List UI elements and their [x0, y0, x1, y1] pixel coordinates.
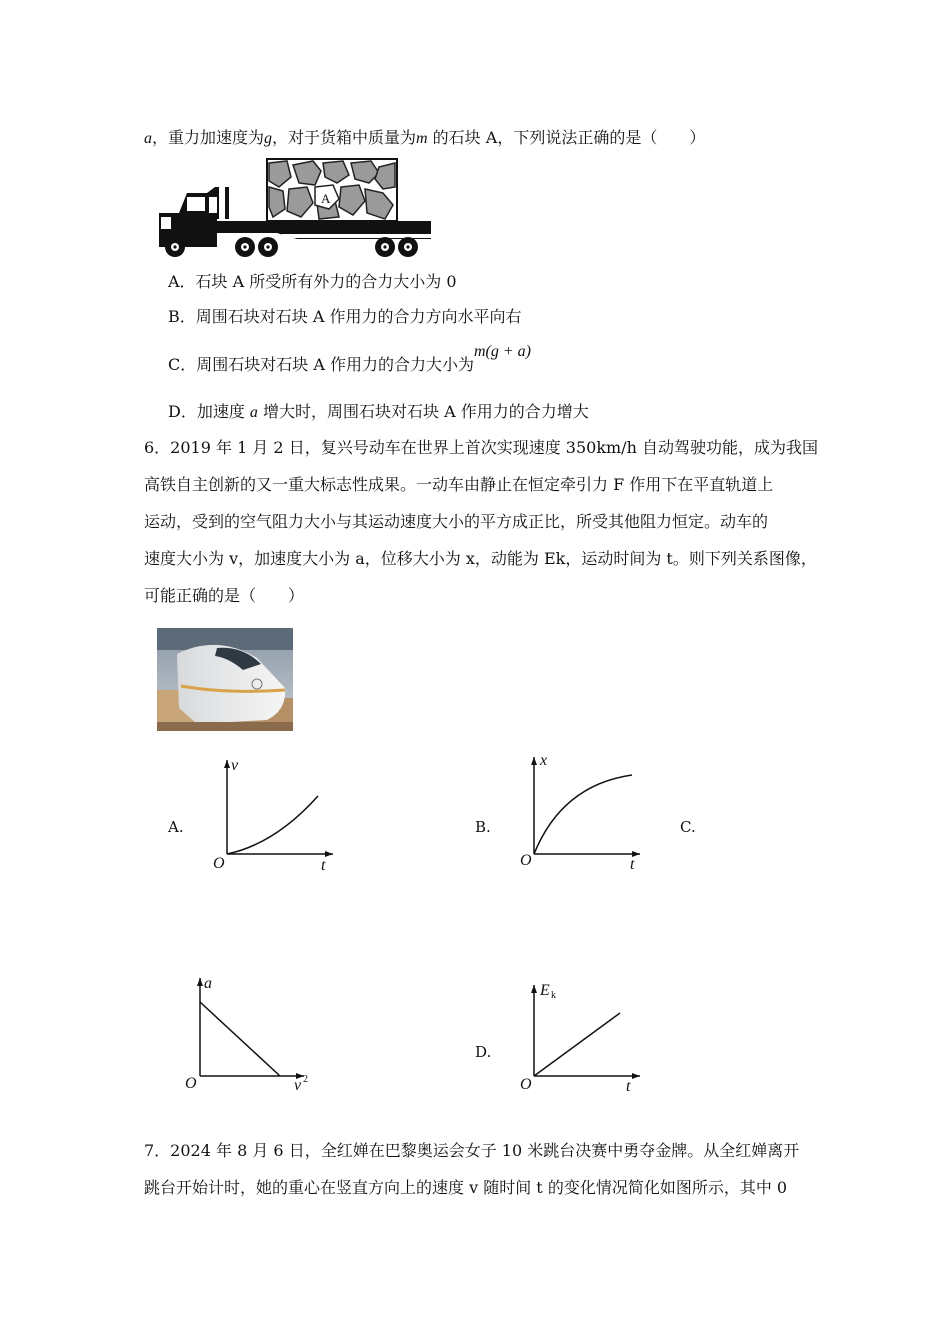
q5-var-g: g [264, 130, 273, 147]
q5-option-b: B．周围石块对石块 A 作用力的合力方向水平向右 [168, 307, 522, 326]
q5-stem-text3: 的石块 A，下列说法正确的是（ ） [427, 128, 706, 147]
graph-c-origin: O [185, 1075, 197, 1092]
graph-c-x-label: v [294, 1077, 302, 1094]
graph-c-a-v2 [182, 972, 322, 1098]
q6-option-a-label: A. [168, 818, 184, 836]
q5-stem-text2: ，对于货箱中质量为 [272, 128, 417, 147]
q5-option-c-formula: m(g + a) [473, 343, 531, 360]
q6-option-b-label: B. [475, 818, 491, 836]
graph-b-x-label: t [630, 856, 635, 873]
graph-d-ek-t [512, 977, 652, 1097]
train-photo [157, 628, 293, 731]
graph-c-x-sup: 2 [303, 1074, 308, 1085]
truck-illustration [157, 157, 433, 259]
stone-a-label: A [321, 191, 331, 206]
q7-line-1: 7．2024 年 8 月 6 日，全红婵在巴黎奥运会女子 10 米跳台决赛中勇夺金牌。从全红婵离开 [144, 1141, 800, 1160]
q6-option-d-label: D. [475, 1043, 492, 1061]
q5-var-m: m [416, 130, 428, 147]
q7-line-2: 跳台开始计时，她的重心在竖直方向上的速度 v 随时间 t 的变化情况简化如图所示，其中 0 [144, 1178, 788, 1197]
q5-var-a: a [144, 130, 152, 147]
q5-option-c-text: C．周围石块对石块 A 作用力的合力大小为 [168, 355, 474, 374]
q5-option-a: A．石块 A 所受所有外力的合力大小为 0 [168, 272, 457, 291]
graph-c-y-label: a [204, 975, 212, 992]
q6-line-2: 高铁自主创新的又一重大标志性成果。一动车由静止在恒定牵引力 F 作用下在平直轨道上 [144, 475, 774, 494]
graph-a-x-label: t [321, 857, 326, 874]
q6-option-c-label: C. [680, 818, 696, 836]
graph-a-y-label: v [231, 757, 239, 774]
graph-d-y-label: E [540, 982, 550, 999]
graph-d-x-label: t [626, 1078, 631, 1095]
q6-line-3: 运动，受到的空气阻力大小与其运动速度大小的平方成正比，所受其他阻力恒定。动车的 [144, 512, 769, 531]
graph-b-x-t [512, 749, 652, 874]
graph-d-y-sub: k [551, 990, 556, 1001]
q5-stem-text1: ，重力加速度为 [152, 128, 265, 147]
q5-stem [144, 127, 705, 150]
q5-option-d [168, 401, 589, 424]
q6-line-4: 速度大小为 v，加速度大小为 a，位移大小为 x，动能为 Ek，运动时间为 t。则下列关系图像， [144, 549, 817, 568]
graph-a-v-t [205, 752, 345, 874]
q5-option-c [168, 343, 531, 377]
graph-b-origin: O [520, 852, 532, 869]
q5-option-d-prefix: D．加速度 [168, 402, 250, 421]
q5-option-d-suffix: 增大时，周围石块对石块 A 作用力的合力增大 [257, 402, 589, 421]
graph-b-y-label: x [540, 752, 548, 769]
q6-line-1: 6．2019 年 1 月 2 日，复兴号动车在世界上首次实现速度 350km/h 自动驾驶功能，成为我国 [144, 438, 818, 457]
graph-d-origin: O [520, 1076, 532, 1093]
q6-line-5: 可能正确的是（ ） [144, 586, 305, 605]
graph-a-origin: O [213, 855, 225, 872]
q5-option-d-var: a [249, 404, 258, 421]
